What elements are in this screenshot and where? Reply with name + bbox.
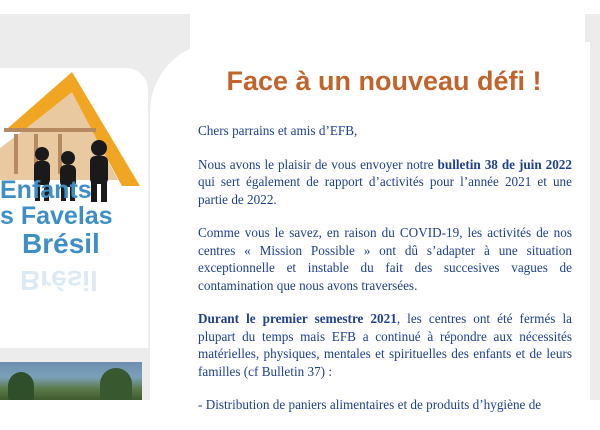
photo-tree-shape (100, 368, 132, 400)
covid-paragraph: Comme vous le savez, en raison du COVID-19, les activités de nos centres « Mission Possible » ont dû s’adapter à une situation exceptionnelle et instable du fait des succesives vagues de contamination que nous avons traversées. (198, 225, 572, 293)
greeting-paragraph: Chers parrains et amis d’EFB, (198, 123, 358, 138)
page-title: Face à un nouveau défi ! (226, 66, 542, 96)
intro-text-start: Nous avons le plaisir de vous envoyer notre (198, 156, 438, 172)
logo-house-column (14, 134, 18, 174)
logo-text-line2: s Favelas (0, 202, 113, 230)
semester-heading: Durant le premier semestre 2021 (198, 311, 397, 326)
bulletin-reference: bulletin 38 de juin 2022 (437, 156, 572, 172)
bulletin-body (198, 122, 572, 430)
photo-tree-shape (8, 372, 34, 400)
logo-text-line3: Brésil (22, 228, 100, 259)
logo-reflection: Brésil (20, 265, 98, 296)
efb-logo (0, 68, 148, 348)
semester-text: , les centres ont été fermés la plupart du temps mais EFB a continué à répondre aux nécessités matérielles, physiques, mentales et spirituelles des enfants et de leurs familles (cf Bulletin 37) : (198, 311, 572, 379)
intro-paragraph (198, 156, 572, 209)
logo-text-line1: Enfants (0, 176, 92, 204)
semester-paragraph (198, 310, 572, 380)
intro-text-end: qui sert également de rapport d’activités pour l’année 2021 et une partie de 2022. (198, 174, 572, 207)
logo-house-beam (4, 128, 96, 132)
distribution-list-item: - Distribution de paniers alimentaires et de produits d’hygiène de (198, 397, 542, 412)
